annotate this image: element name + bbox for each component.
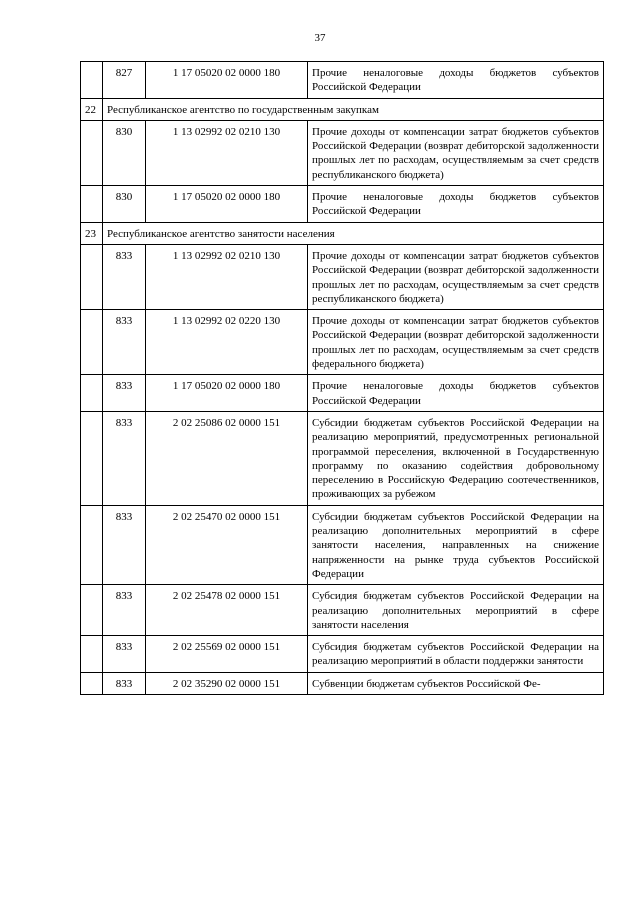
description-cell: Субсидии бюджетам субъектов Российской Федерации на реализацию дополнительных мероприятий в сфере занятости населения, направленных на снижение напряженности на рынке труда субъектов Российской Федерации: [308, 505, 604, 584]
admin-code-cell: 833: [103, 375, 146, 412]
table-row: [81, 505, 604, 584]
table-row: [81, 375, 604, 412]
budget-code-cell: 2 02 25470 02 0000 151: [146, 505, 308, 584]
table-row: [81, 585, 604, 636]
description-cell: Прочие неналоговые доходы бюджетов субъектов Российской Федерации: [308, 375, 604, 412]
budget-code-cell: 2 02 35290 02 0000 151: [146, 672, 308, 694]
budget-code-cell: 2 02 25569 02 0000 151: [146, 636, 308, 673]
admin-code-cell: 833: [103, 636, 146, 673]
admin-code-cell: 827: [103, 62, 146, 99]
admin-code-cell: 833: [103, 310, 146, 375]
row-number-cell: [81, 672, 103, 694]
agency-row: [81, 98, 604, 120]
admin-code-cell: 833: [103, 505, 146, 584]
revenue-codes-table: [80, 61, 604, 695]
budget-code-cell: 1 17 05020 02 0000 180: [146, 186, 308, 223]
table-row: [81, 186, 604, 223]
budget-code-cell: 1 17 05020 02 0000 180: [146, 62, 308, 99]
description-cell: Субсидии бюджетам субъектов Российской Федерации на реализацию мероприятий, предусмотренных региональной программой переселения, включенной в Государственную программу по оказанию содействия добровольному переселению в Российскую Федерацию соотечественников, проживающих за рубежом: [308, 411, 604, 505]
budget-code-cell: 1 17 05020 02 0000 180: [146, 375, 308, 412]
agency-number-cell: 22: [81, 98, 103, 120]
agency-number-cell: 23: [81, 222, 103, 244]
admin-code-cell: 830: [103, 120, 146, 185]
description-cell: Субвенции бюджетам субъектов Российской Фе-: [308, 672, 604, 694]
admin-code-cell: 833: [103, 672, 146, 694]
table-row: [81, 636, 604, 673]
row-number-cell: [81, 636, 103, 673]
row-number-cell: [81, 505, 103, 584]
description-cell: Прочие неналоговые доходы бюджетов субъектов Российской Федерации: [308, 62, 604, 99]
description-cell: Прочие доходы от компенсации затрат бюджетов субъектов Российской Федерации (возврат дебиторской задолженности прошлых лет по расходам, осуществляемым за счет средств республиканского бюджета): [308, 120, 604, 185]
table-row: [81, 120, 604, 185]
table-row: [81, 411, 604, 505]
admin-code-cell: 833: [103, 244, 146, 309]
table-row: [81, 62, 604, 99]
row-number-cell: [81, 244, 103, 309]
row-number-cell: [81, 120, 103, 185]
admin-code-cell: 830: [103, 186, 146, 223]
row-number-cell: [81, 411, 103, 505]
row-number-cell: [81, 310, 103, 375]
budget-code-cell: 1 13 02992 02 0210 130: [146, 120, 308, 185]
row-number-cell: [81, 585, 103, 636]
table-row: [81, 310, 604, 375]
admin-code-cell: 833: [103, 411, 146, 505]
budget-code-cell: 1 13 02992 02 0210 130: [146, 244, 308, 309]
description-cell: Прочие доходы от компенсации затрат бюджетов субъектов Российской Федерации (возврат дебиторской задолженности прошлых лет по расходам, осуществляемым за счет средств федерального бюджета): [308, 310, 604, 375]
budget-code-cell: 1 13 02992 02 0220 130: [146, 310, 308, 375]
description-cell: Субсидия бюджетам субъектов Российской Федерации на реализацию дополнительных мероприятий в сфере занятости населения: [308, 585, 604, 636]
admin-code-cell: 833: [103, 585, 146, 636]
description-cell: Субсидия бюджетам субъектов Российской Федерации на реализацию мероприятий в области поддержки занятости: [308, 636, 604, 673]
budget-code-cell: 2 02 25086 02 0000 151: [146, 411, 308, 505]
page-number: 37: [314, 32, 326, 44]
description-cell: Прочие доходы от компенсации затрат бюджетов субъектов Российской Федерации (возврат дебиторской задолженности прошлых лет по расходам, осуществляемым за счет средств республиканского бюджета): [308, 244, 604, 309]
row-number-cell: [81, 186, 103, 223]
description-cell: Прочие неналоговые доходы бюджетов субъектов Российской Федерации: [308, 186, 604, 223]
table-row: [81, 672, 604, 694]
agency-row: [81, 222, 604, 244]
agency-name-cell: Республиканское агентство занятости населения: [103, 222, 604, 244]
table-row: [81, 244, 604, 309]
budget-code-cell: 2 02 25478 02 0000 151: [146, 585, 308, 636]
row-number-cell: [81, 62, 103, 99]
agency-name-cell: Республиканское агентство по государственным закупкам: [103, 98, 604, 120]
row-number-cell: [81, 375, 103, 412]
